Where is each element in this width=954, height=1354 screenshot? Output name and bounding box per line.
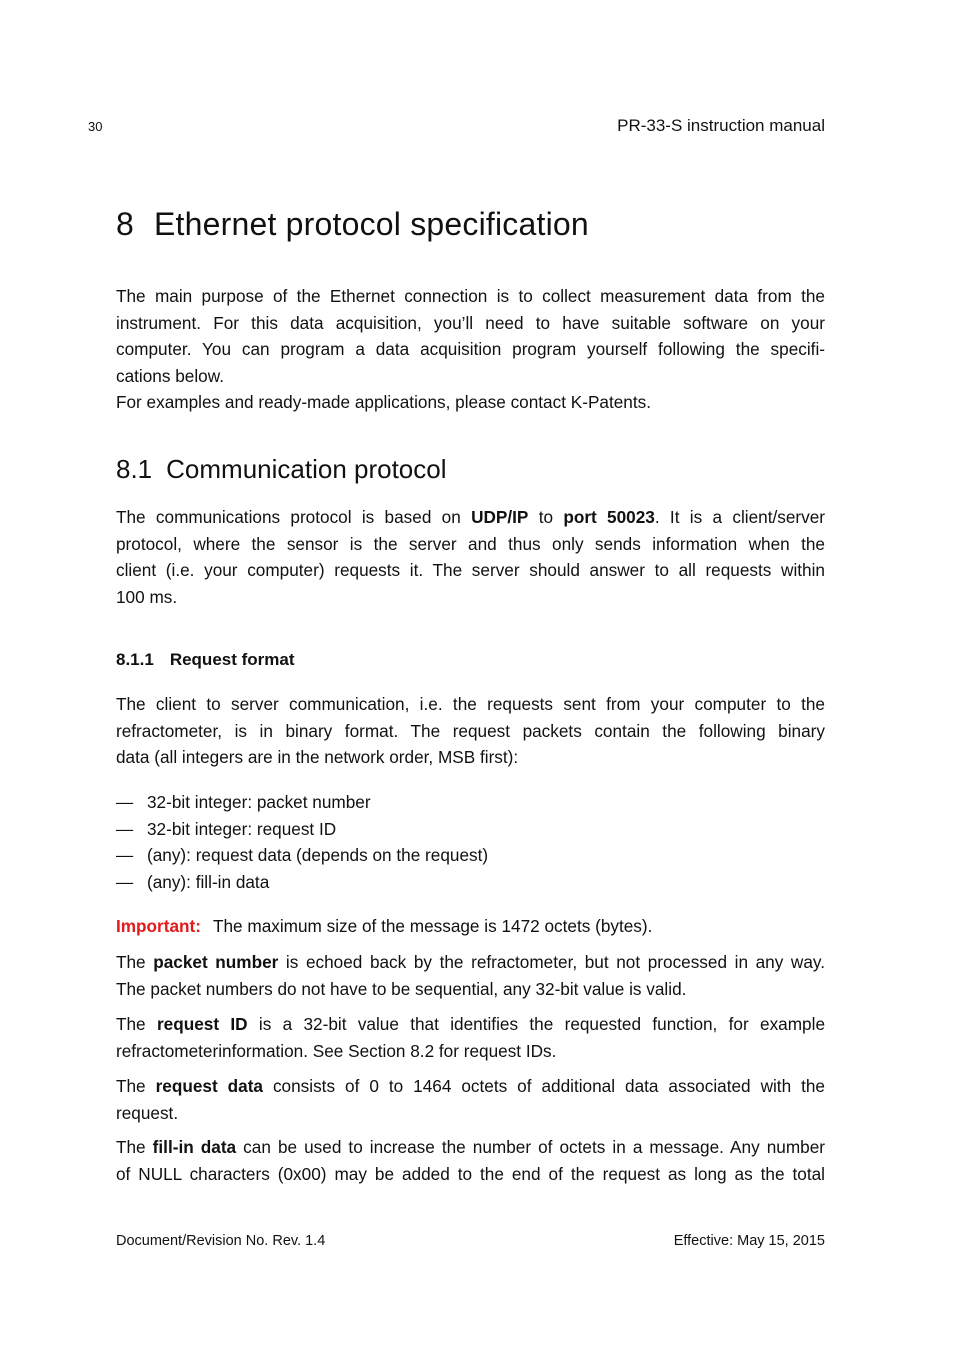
section-number: 8 [116, 206, 134, 242]
reqdata-line [116, 1073, 825, 1100]
fillin-line [116, 1134, 825, 1161]
comm-line: client (i.e. your computer) requests it. The server should answer to all requests within [116, 560, 825, 580]
footer-document-revision: Document/Revision No. Rev. 1.4 [116, 1233, 326, 1249]
packet-line: The packet numbers do not have to be sequential, any 32-bit value is valid. [116, 978, 687, 999]
intro-line: For examples and ready-made applications, please contact K-Patents. [116, 392, 652, 412]
list-item [116, 789, 488, 816]
fillin-text: can be used to increase the number of octets in a message. Any number [236, 1137, 825, 1157]
list-item-text: 32-bit integer: request ID [147, 818, 337, 839]
dash-bullet: — [116, 845, 134, 865]
list-item-text: 32-bit integer: packet number [147, 792, 371, 812]
section-title: Ethernet protocol specification [154, 206, 589, 242]
request-paragraph [116, 691, 825, 771]
packet-line [116, 949, 825, 976]
request-line: The client to server communication, i.e. the requests sent from your computer to the [116, 694, 825, 714]
comm-line [116, 504, 825, 531]
communication-paragraph [116, 504, 825, 610]
list-item [116, 842, 488, 869]
term-packet-number: packet number [153, 952, 279, 972]
subsection-title: Communication protocol [166, 454, 447, 484]
page-number: 30 [88, 119, 103, 134]
reqdata-line: request. [116, 1102, 179, 1123]
subsubsection-heading [116, 650, 295, 670]
subsection-heading [116, 454, 447, 485]
port-number: port 50023 [563, 507, 655, 527]
fillin-line: of NULL characters (0x00) may be added to the end of the request as long as the total [116, 1163, 825, 1184]
list-item [116, 869, 488, 896]
intro-line: cations below. [116, 365, 224, 386]
intro-line: The main purpose of the Ethernet connection is to collect measurement data from the [116, 286, 825, 306]
request-data-paragraph [116, 1073, 825, 1126]
term-request-data: request data [155, 1076, 263, 1096]
request-id-paragraph [116, 1011, 825, 1064]
packet-number-paragraph [116, 949, 825, 1002]
reqid-text: is a 32-bit value that identifies the requested function, for example [247, 1014, 825, 1034]
comm-text: to [528, 507, 564, 527]
list-item-text: (any): fill-in data [147, 871, 270, 892]
comm-line: protocol, where the sensor is the server and thus only sends information when the [116, 533, 825, 554]
reqid-line: refractometerinformation. See Section 8.2 for request IDs. [116, 1040, 557, 1061]
running-header: PR-33-S instruction manual [617, 116, 825, 135]
reqid-text: The [116, 1014, 157, 1034]
list-item [116, 816, 488, 843]
list-item-text: (any): request data (depends on the request) [147, 845, 489, 865]
packet-text: The [116, 952, 154, 972]
important-line [116, 913, 825, 940]
subsubsection-number: 8.1.1 [116, 650, 154, 669]
term-request-id: request ID [156, 1014, 248, 1034]
dash-bullet: — [116, 818, 134, 839]
packet-text: is echoed back by the refractometer, but not processed in any way. [278, 952, 825, 972]
important-text: The maximum size of the message is 1472 octets (bytes). [212, 916, 653, 936]
subsubsection-title: Request format [169, 650, 295, 669]
important-note [116, 913, 825, 940]
fill-in-data-paragraph [116, 1134, 825, 1187]
dash-bullet: — [116, 871, 134, 892]
important-label: Important: [116, 916, 201, 936]
reqdata-text: The [116, 1076, 156, 1096]
subsection-number: 8.1 [116, 454, 153, 484]
fillin-text: The [116, 1137, 153, 1157]
intro-line: instrument. For this data acquisition, you’ll need to have suitable software on your [116, 312, 825, 333]
reqid-line [116, 1011, 825, 1038]
reqdata-text: consists of 0 to 1464 octets of additional data associated with the [263, 1076, 825, 1096]
request-fields-list [116, 789, 488, 895]
protocol-name: UDP/IP [471, 507, 529, 527]
dash-bullet: — [116, 792, 134, 812]
intro-paragraph [116, 283, 825, 416]
term-fill-in-data: fill-in data [152, 1137, 237, 1157]
comm-text: The communications protocol is based on [116, 507, 472, 527]
footer-effective-date: Effective: May 15, 2015 [673, 1233, 825, 1249]
intro-line: computer. You can program a data acquisition program yourself following the specifi- [116, 339, 825, 359]
request-line: data (all integers are in the network order, MSB first): [116, 747, 519, 767]
request-line: refractometer, is in binary format. The request packets contain the following binary [116, 720, 825, 741]
comm-line: 100 ms. [116, 586, 178, 607]
section-heading [116, 206, 589, 243]
comm-text: . It is a client/server [654, 507, 825, 527]
